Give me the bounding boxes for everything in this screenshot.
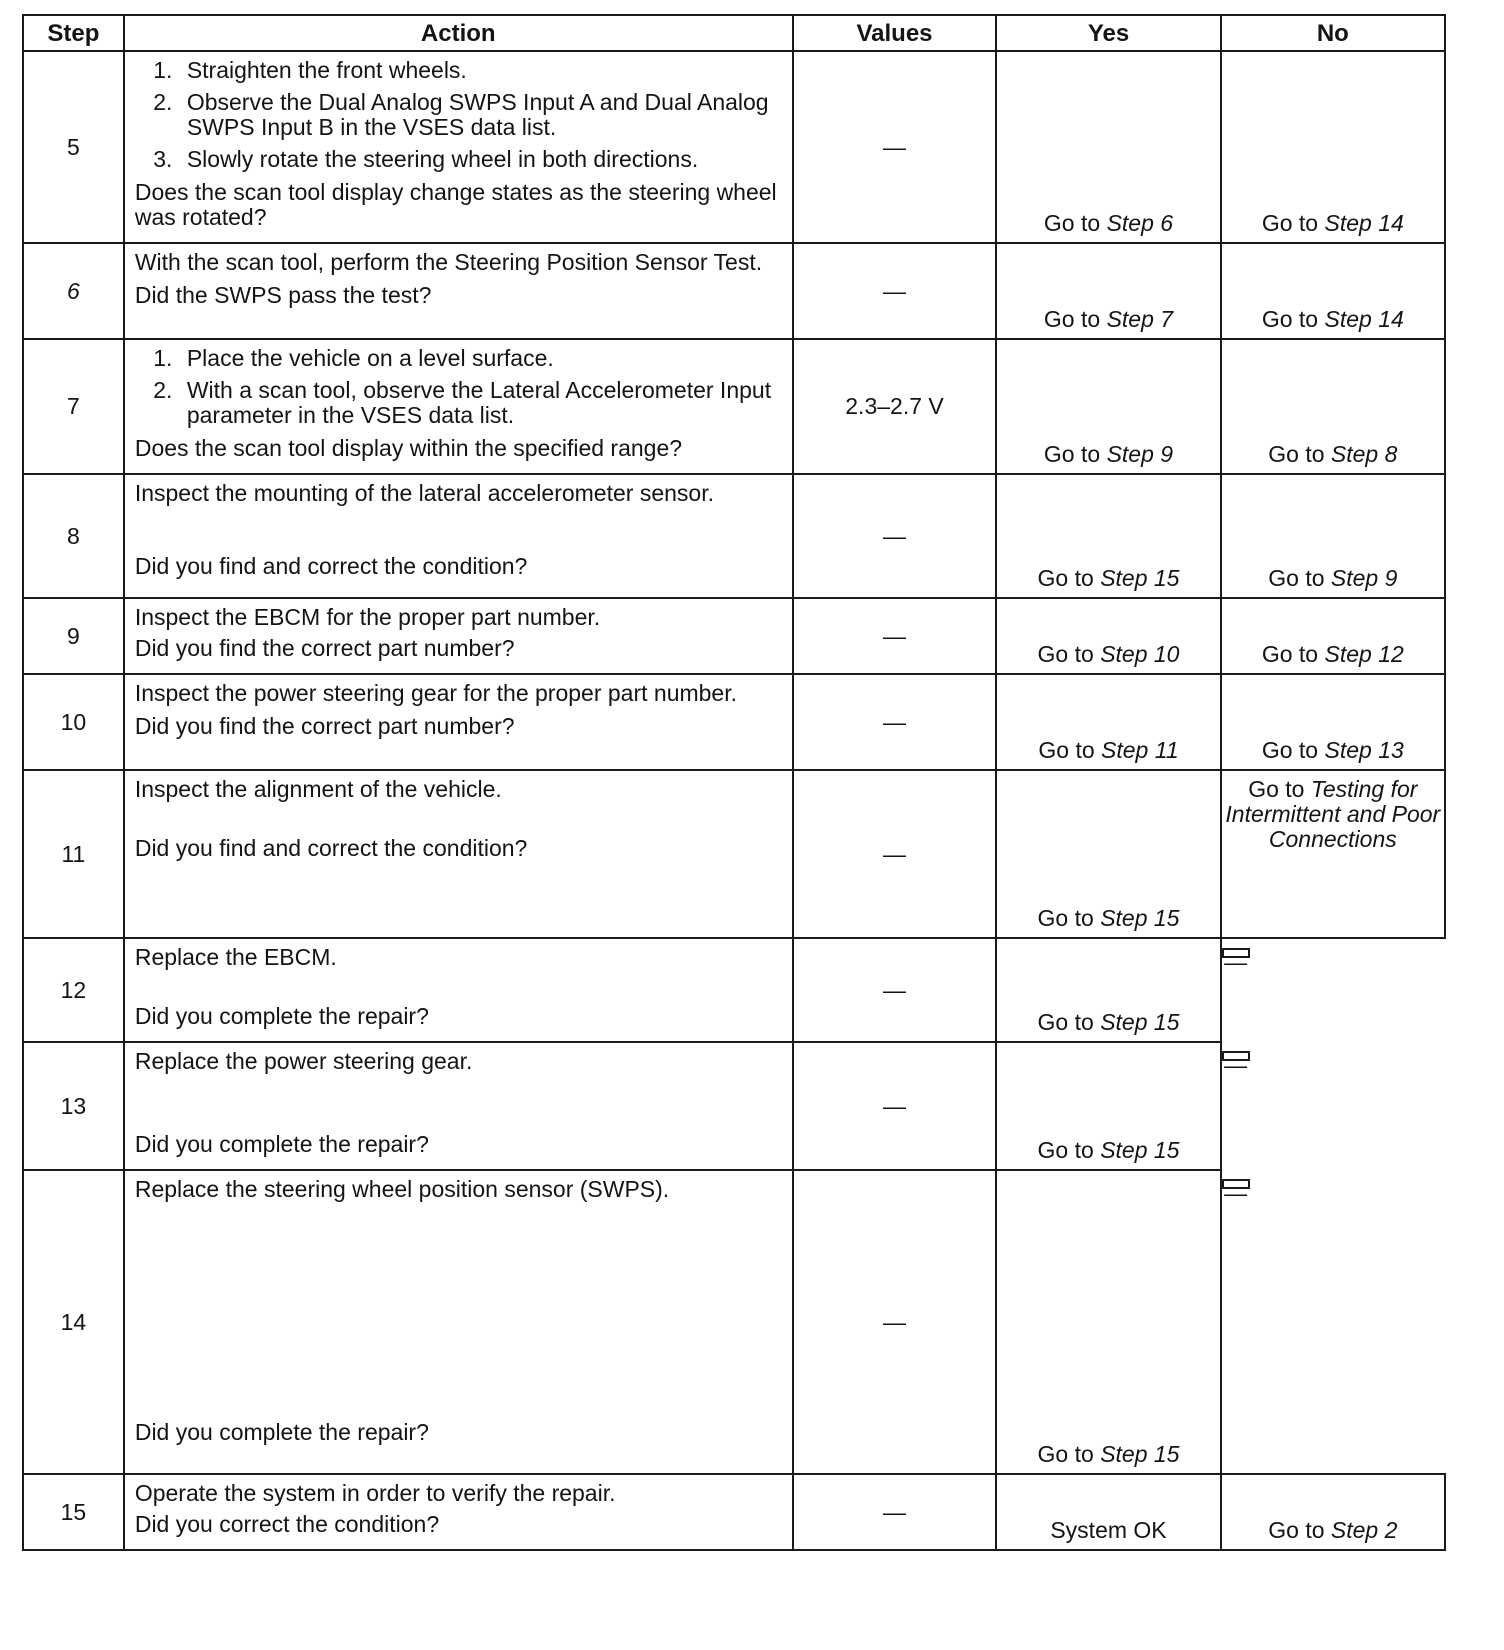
header-row	[23, 15, 1445, 51]
header-values: Values	[793, 15, 997, 51]
no-cell: —	[1222, 1051, 1250, 1061]
no-cell	[1221, 674, 1445, 770]
no-target-link[interactable]: Step 8	[1330, 441, 1398, 467]
diagnostic-table-page	[22, 14, 1446, 1551]
action-question: Did you find and correct the condition?	[134, 553, 528, 579]
action-text: With the scan tool, perform the Steering Position Sensor Test.	[134, 249, 763, 275]
yes-cell	[996, 674, 1220, 770]
action-text: Replace the EBCM.	[134, 944, 337, 970]
action-question: Did you find the correct part number?	[134, 713, 515, 739]
action-question: Does the scan tool display within the specified range?	[134, 435, 683, 461]
yes-prefix: Go to	[1037, 1441, 1094, 1467]
yes-prefix: Go to	[1043, 441, 1101, 467]
values-cell: —	[793, 243, 997, 339]
action-cell	[124, 598, 793, 674]
action-text: Inspect the mounting of the lateral accelerometer sensor.	[134, 480, 714, 506]
values-cell: —	[793, 770, 997, 938]
values-cell: —	[793, 51, 997, 243]
action-step: 2. With a scan tool, observe the Lateral Accelerometer Input parameter in the VSES data list.	[179, 378, 782, 428]
action-question: Did you find and correct the condition?	[134, 835, 528, 861]
no-cell	[1221, 339, 1445, 474]
no-target-link[interactable]: Step 13	[1324, 737, 1404, 763]
yes-cell	[996, 1042, 1220, 1170]
action-cell	[124, 51, 793, 243]
yes-cell	[996, 770, 1220, 938]
action-step: 2. Observe the Dual Analog SWPS Input A and Dual Analog SWPS Input B in the VSES data list.	[179, 90, 782, 140]
values-cell: 2.3–2.7 V	[793, 339, 997, 474]
values-cell: —	[793, 474, 997, 598]
no-target-link[interactable]: Step 14	[1324, 210, 1404, 236]
yes-cell	[996, 1170, 1220, 1474]
action-question: Did you complete the repair?	[134, 1419, 429, 1445]
yes-target-link[interactable]: Step 15	[1100, 905, 1180, 931]
action-cell	[124, 770, 793, 938]
no-cell: —	[1222, 1179, 1250, 1189]
no-prefix: Go to	[1261, 641, 1319, 667]
no-prefix: Go to	[1268, 441, 1325, 467]
header-action: Action	[124, 15, 793, 51]
yes-cell	[996, 598, 1220, 674]
yes-cell: System OK	[996, 1474, 1220, 1550]
yes-target-link[interactable]: Step 15	[1100, 1441, 1180, 1467]
yes-target-link[interactable]: Step 10	[1100, 641, 1180, 667]
yes-prefix: Go to	[1037, 1137, 1094, 1163]
action-text: Inspect the EBCM for the proper part number.	[134, 604, 601, 630]
yes-prefix: Go to	[1038, 737, 1095, 763]
step-number: 6	[23, 243, 124, 339]
table-row	[23, 243, 1445, 339]
step-number: 15	[23, 1474, 124, 1550]
step-number: 9	[23, 598, 124, 674]
yes-cell	[996, 339, 1220, 474]
no-cell	[1221, 770, 1445, 938]
yes-prefix: Go to	[1043, 306, 1101, 332]
action-question: Did the SWPS pass the test?	[134, 282, 432, 308]
action-cell	[124, 339, 793, 474]
no-cell	[1221, 51, 1445, 243]
yes-target-link[interactable]: Step 15	[1100, 1137, 1180, 1163]
step-number: 11	[23, 770, 124, 938]
table-row	[23, 339, 1445, 474]
values-cell: —	[793, 1474, 997, 1550]
yes-target-link[interactable]: Step 7	[1106, 306, 1174, 332]
no-target-link[interactable]: Step 9	[1330, 565, 1398, 591]
step-number: 12	[23, 938, 124, 1042]
action-cell	[124, 674, 793, 770]
step-number: 7	[23, 339, 124, 474]
no-prefix: Go to	[1261, 737, 1319, 763]
yes-cell	[996, 938, 1220, 1042]
yes-cell	[996, 243, 1220, 339]
header-step: Step	[23, 15, 124, 51]
yes-cell	[996, 51, 1220, 243]
action-step-list	[135, 58, 782, 172]
action-text: Inspect the alignment of the vehicle.	[134, 776, 502, 802]
step-number: 13	[23, 1042, 124, 1170]
action-cell	[124, 1474, 793, 1550]
yes-prefix: Go to	[1037, 1009, 1094, 1035]
action-step: 1. Straighten the front wheels.	[179, 58, 782, 83]
values-cell: —	[793, 1170, 997, 1474]
no-prefix: Go to	[1268, 1517, 1325, 1543]
yes-target-link[interactable]: Step 6	[1106, 210, 1174, 236]
action-question: Did you correct the condition?	[134, 1511, 440, 1537]
table-row	[23, 1042, 1445, 1170]
table-row	[23, 938, 1445, 1042]
values-cell: —	[793, 598, 997, 674]
table-row	[23, 1170, 1445, 1474]
yes-target-link[interactable]: Step 11	[1101, 737, 1179, 763]
step-number: 14	[23, 1170, 124, 1474]
no-cell	[1221, 243, 1445, 339]
action-step: 1. Place the vehicle on a level surface.	[179, 346, 782, 371]
table-row	[23, 674, 1445, 770]
yes-target-link[interactable]: Step 15	[1100, 565, 1180, 591]
no-target-link[interactable]: Step 2	[1330, 1517, 1398, 1543]
action-cell	[124, 1170, 793, 1474]
action-step: 3. Slowly rotate the steering wheel in both directions.	[179, 147, 782, 172]
no-cell	[1221, 1474, 1445, 1550]
table-row	[23, 51, 1445, 243]
table-row	[23, 474, 1445, 598]
no-target-link[interactable]: Step 14	[1324, 306, 1404, 332]
no-prefix: Go to	[1261, 306, 1319, 332]
no-cell: —	[1222, 948, 1250, 958]
table-row	[23, 598, 1445, 674]
action-cell	[124, 1042, 793, 1170]
action-cell	[124, 474, 793, 598]
action-text: Inspect the power steering gear for the proper part number.	[134, 680, 738, 706]
yes-target-link[interactable]: Step 15	[1100, 1009, 1180, 1035]
no-target-link[interactable]: Testing for Intermittent and Poor Connections	[1225, 776, 1441, 852]
action-question: Does the scan tool display change states as the steering wheel was rotated?	[134, 179, 777, 230]
action-step-list	[135, 346, 782, 428]
action-question: Did you complete the repair?	[134, 1131, 429, 1157]
diagnostic-table	[22, 14, 1446, 1551]
action-cell	[124, 243, 793, 339]
yes-prefix: Go to	[1043, 210, 1101, 236]
action-text: Replace the power steering gear.	[134, 1048, 473, 1074]
table-row	[23, 770, 1445, 938]
action-cell	[124, 938, 793, 1042]
yes-target-link[interactable]: Step 9	[1106, 441, 1174, 467]
values-cell: —	[793, 674, 997, 770]
no-prefix: Go to	[1248, 776, 1305, 802]
step-number: 5	[23, 51, 124, 243]
no-target-link[interactable]: Step 12	[1324, 641, 1404, 667]
values-cell: —	[793, 1042, 997, 1170]
action-text: Replace the steering wheel position sensor (SWPS).	[134, 1176, 670, 1202]
action-text: Operate the system in order to verify the repair.	[134, 1480, 616, 1506]
yes-prefix: Go to	[1037, 905, 1094, 931]
values-cell: —	[793, 938, 997, 1042]
header-no: No	[1221, 15, 1445, 51]
table-row	[23, 1474, 1445, 1550]
yes-cell	[996, 474, 1220, 598]
step-number: 10	[23, 674, 124, 770]
no-prefix: Go to	[1268, 565, 1325, 591]
no-cell	[1221, 598, 1445, 674]
header-yes: Yes	[996, 15, 1220, 51]
action-question: Did you complete the repair?	[134, 1003, 429, 1029]
yes-prefix: Go to	[1037, 565, 1094, 591]
no-prefix: Go to	[1261, 210, 1319, 236]
action-question: Did you find the correct part number?	[134, 635, 515, 661]
no-cell	[1221, 474, 1445, 598]
yes-prefix: Go to	[1037, 641, 1094, 667]
step-number: 8	[23, 474, 124, 598]
